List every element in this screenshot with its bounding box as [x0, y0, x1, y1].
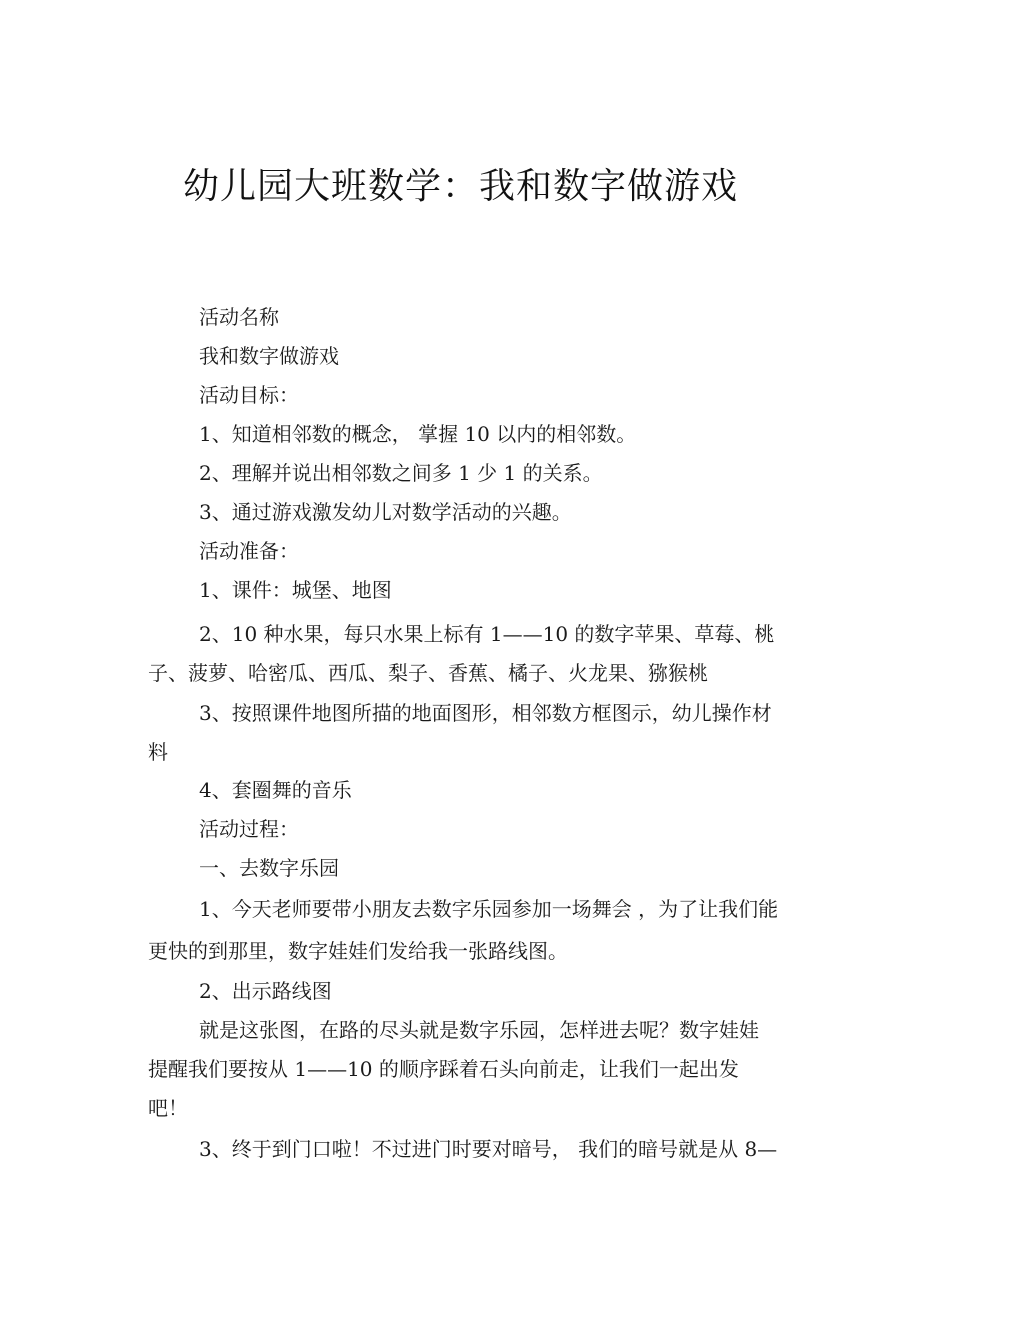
text-line: 料 — [148, 740, 168, 764]
text-line: 1、知道相邻数的概念， 掌握 10 以内的相邻数。 — [199, 422, 637, 446]
text-line: 1、课件：城堡、地图 — [199, 578, 392, 602]
text-line: 2、出示路线图 — [199, 979, 332, 1003]
text-line: 2、10 种水果，每只水果上标有 1——10 的数字苹果、草莓、桃 — [199, 622, 775, 646]
text-line: 活动准备： — [199, 539, 299, 563]
text-line: 子、菠萝、哈密瓜、西瓜、梨子、香蕉、橘子、火龙果、猕猴桃 — [148, 661, 708, 685]
document-title: 幼儿园大班数学：我和数字做游戏 — [183, 166, 739, 207]
text-line: 活动目标： — [199, 383, 299, 407]
text-line: 活动过程： — [199, 817, 299, 841]
text-line: 3、按照课件地图所描的地面图形，相邻数方框图示，幼儿操作材 — [199, 701, 772, 725]
text-line: 4、套圈舞的音乐 — [199, 778, 352, 802]
text-line: 3、通过游戏激发幼儿对数学活动的兴趣。 — [199, 500, 572, 524]
text-line: 吧！ — [148, 1096, 188, 1120]
text-line: 更快的到那里，数字娃娃们发给我一张路线图。 — [148, 939, 568, 963]
text-line: 提醒我们要按从 1——10 的顺序踩着石头向前走，让我们一起出发 — [148, 1057, 739, 1081]
text-line: 就是这张图，在路的尽头就是数字乐园，怎样进去呢？数字娃娃 — [199, 1018, 759, 1042]
text-line: 活动名称 — [199, 305, 279, 329]
text-line: 1、今天老师要带小朋友去数字乐园参加一场舞会 ，为了让我们能 — [199, 897, 779, 921]
text-line: 我和数字做游戏 — [199, 344, 339, 368]
text-line: 3、终于到门口啦！不过进门时要对暗号， 我们的暗号就是从 8— — [199, 1137, 778, 1161]
text-line: 2、理解并说出相邻数之间多 1 少 1 的关系。 — [199, 461, 603, 485]
text-line: 一、去数字乐园 — [199, 856, 339, 880]
